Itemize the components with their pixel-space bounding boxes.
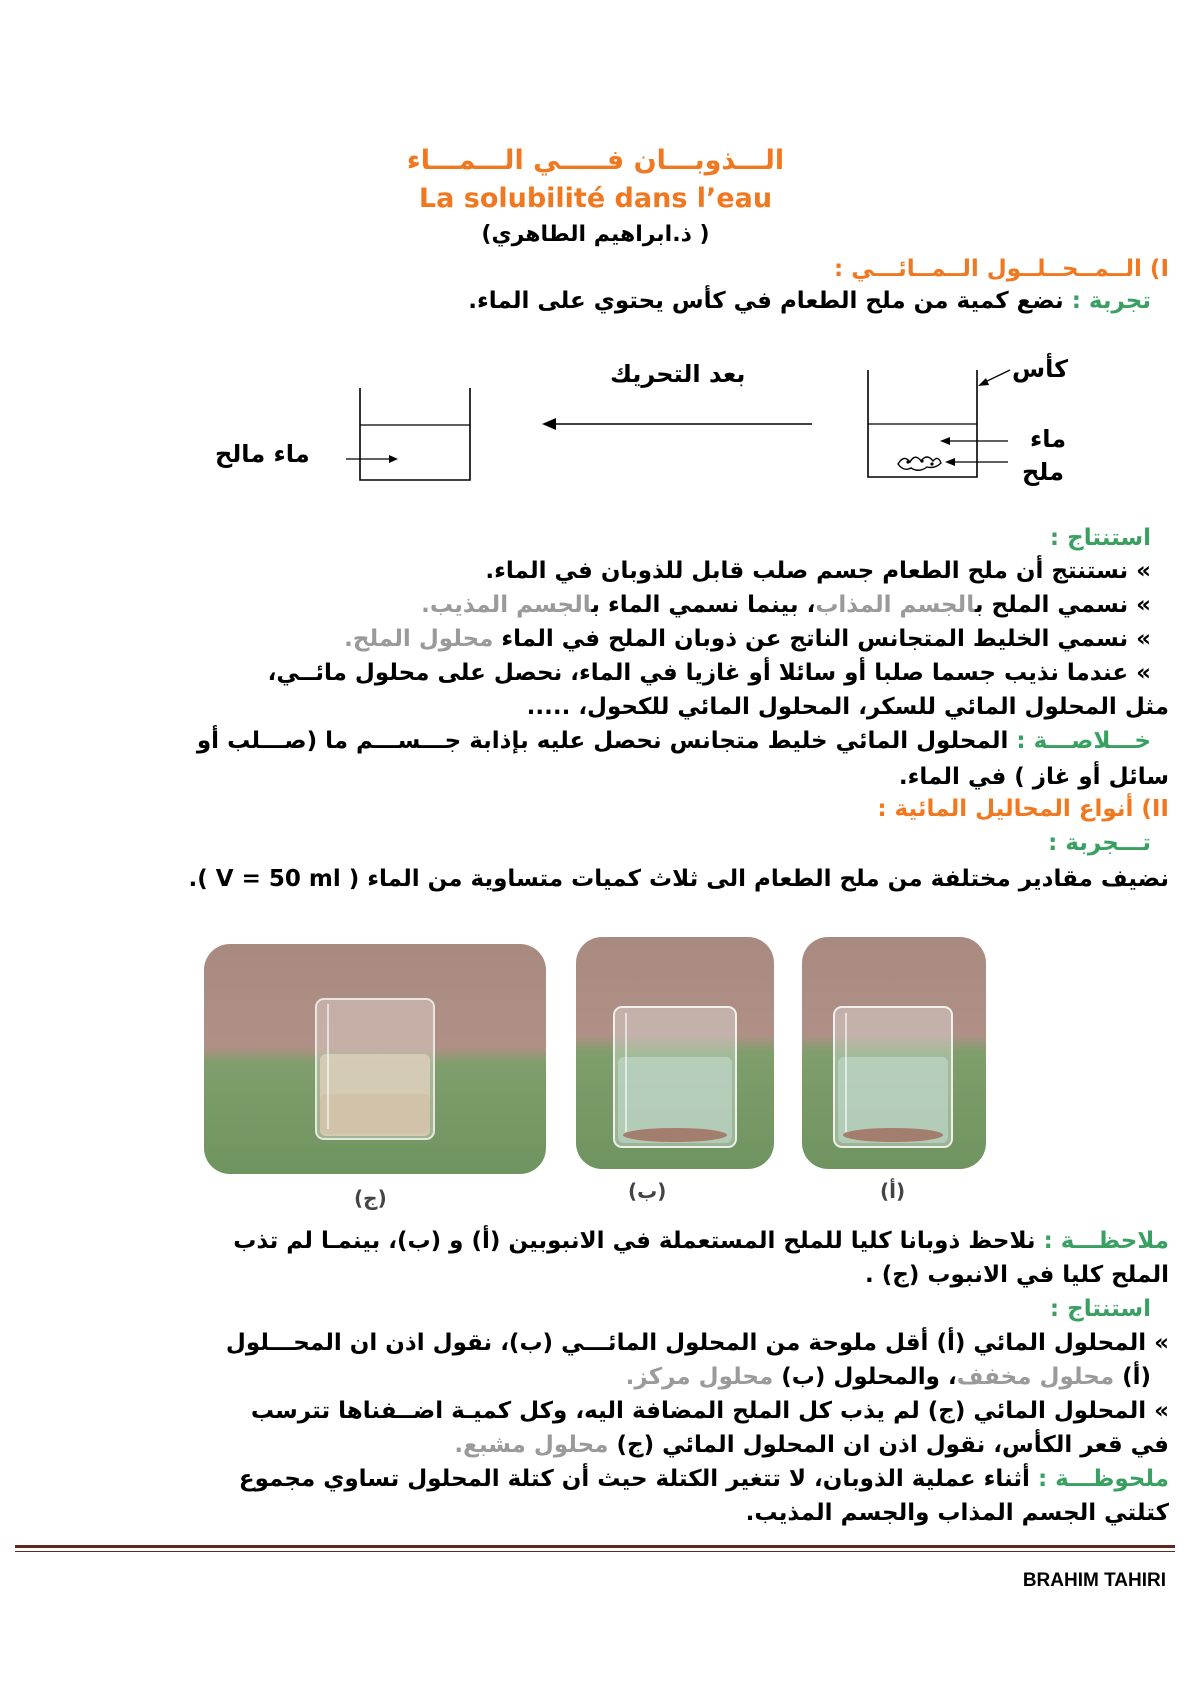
conclusion1-line5: مثل المحلول المائي للسكر، المحلول المائي للكحول، ..... [526, 694, 1169, 720]
text: ، والمحلول (ب) [773, 1364, 957, 1390]
term-salt-solution: محلول الملح. [344, 626, 494, 652]
photo-beaker-c [204, 944, 546, 1174]
photo-label-a: (أ) [880, 1179, 906, 1203]
conclusion1-label: استنتاج : [1049, 525, 1151, 551]
experiment-text: نضع كمية من ملح الطعام في كأس يحتوي على الماء. [468, 288, 1064, 314]
text: » نسمي الخليط المتجانس الناتج عن ذوبان الملح في الماء [493, 626, 1151, 652]
note-label: ملحوظـــة : [1037, 1466, 1169, 1492]
photo-panel-a [798, 925, 998, 1215]
footer-author: BRAHIM TAHIRI [1022, 1570, 1166, 1591]
label-glass: كأس [1012, 355, 1069, 383]
label-salt: ملح [1022, 458, 1064, 486]
observation-label: ملاحظـــة : [1043, 1228, 1169, 1254]
footer-rule-thick [15, 1545, 1175, 1548]
footer-rule-thin [15, 1551, 1175, 1552]
photo-beaker-a [802, 937, 986, 1169]
arrow-water-label [940, 437, 1008, 445]
label-water: ماء [1030, 425, 1067, 453]
observation-line2: الملح كليا في الانبوب (ج) . [865, 1262, 1169, 1288]
photo-panel-b [572, 925, 780, 1215]
summary-line2: سائل أو غاز ) في الماء. [898, 764, 1169, 790]
label-after-stirring: بعد التحريك [610, 360, 746, 388]
beaker-concentrated-drawing [576, 937, 774, 1169]
conclusion2-label: استنتاج : [1049, 1296, 1151, 1322]
beaker-salty-water [360, 388, 470, 480]
conclusion2-line1: » المحلول المائي (أ) أقل ملوحة من المحلول المائـــي (ب)، نقول اذن ان المحـــلول [225, 1330, 1169, 1356]
beaker-dilute-drawing [802, 937, 986, 1169]
text: (أ) [1114, 1364, 1151, 1390]
note-line2: كتلتي الجسم المذاب والجسم المذيب. [745, 1500, 1169, 1526]
section2-experiment-text: نضيف مقادير مختلفة من ملح الطعام الى ثلاث كميات متساوية من الماء ( V = 50 ml ). [188, 866, 1169, 892]
label-salty-water: ماء مالح [215, 440, 310, 468]
observation-text: نلاحظ ذوبانا كليا للملح المستعملة في الانبوبين (أ) و (ب)، بينمـا لم تذب [233, 1228, 1036, 1254]
note-text: أثناء عملية الذوبان، لا تتغير الكتلة حيث أن كتلة المحلول تساوي مجموع [238, 1466, 1030, 1492]
photo-beaker-b [576, 937, 774, 1169]
conclusion1-line3 [344, 626, 1151, 652]
author-line: (ذ.ابراهيم الطاهري ) [481, 222, 710, 247]
term-solute: الجسم المذاب [815, 592, 975, 618]
text: في قعر الكأس، نقول اذن ان المحلول المائي (ج) [608, 1432, 1169, 1458]
term-solvent: الجسم المذيب. [421, 592, 592, 618]
section2-heading: II) أنواع المحاليل المائية : [877, 796, 1169, 822]
beaker-saturated-drawing [204, 944, 546, 1174]
summary-text: المحلول المائي خليط متجانس نحصل عليه بإذابة جـــســـم ما (صـــلب أو [196, 728, 1009, 754]
conclusion1-line4: » عندما نذيب جسما صلبا أو سائلا أو غازيا في الماء، نحصل على محلول مائــي، [267, 660, 1151, 686]
conclusion2-line2 [626, 1364, 1151, 1390]
photo-label-c: (ج) [354, 1186, 387, 1210]
section2-experiment-label: تـــجربة : [1048, 830, 1151, 856]
conclusion2-line4 [454, 1432, 1169, 1458]
beaker-water-salt [868, 370, 977, 477]
page-title-french: La solubilité dans l’eau [418, 183, 773, 214]
term-saturated: محلول مشبع. [454, 1432, 609, 1458]
observation-line1 [233, 1228, 1169, 1254]
section1-experiment [468, 288, 1151, 314]
photo-panel-c [194, 930, 556, 1220]
arrow-glass-label [978, 370, 1010, 386]
term-concentrated: محلول مركز. [625, 1364, 774, 1390]
summary-label: خـــلاصـــة : [1016, 728, 1151, 754]
conclusion1-line1: » نستنتج أن ملح الطعام جسم صلب قابل للذوبان في الماء. [485, 558, 1151, 584]
page-title-arabic: الـــذوبـــان فـــــي الـــمـــاء [406, 145, 785, 176]
text: ، بينما نسمي الماء ب [591, 592, 816, 618]
section1-heading: I) الــمــحــلــول الــمــائـــي : [834, 256, 1169, 282]
term-dilute: محلول مخفف [956, 1364, 1115, 1390]
arrow-after-stirring [542, 418, 812, 430]
arrow-salty-water [346, 455, 398, 463]
conclusion2-line3: » المحلول المائي (ج) لم يذب كل الملح المضافة اليه، وكل كميـة اضــفناها تترسب [250, 1398, 1169, 1424]
text: » نسمي الملح ب [974, 592, 1151, 618]
conclusion1-line2 [421, 592, 1151, 618]
photo-label-b: (ب) [628, 1179, 667, 1203]
summary-line [197, 728, 1151, 754]
experiment-label: تجربة : [1071, 288, 1151, 314]
note-line1 [239, 1466, 1169, 1492]
